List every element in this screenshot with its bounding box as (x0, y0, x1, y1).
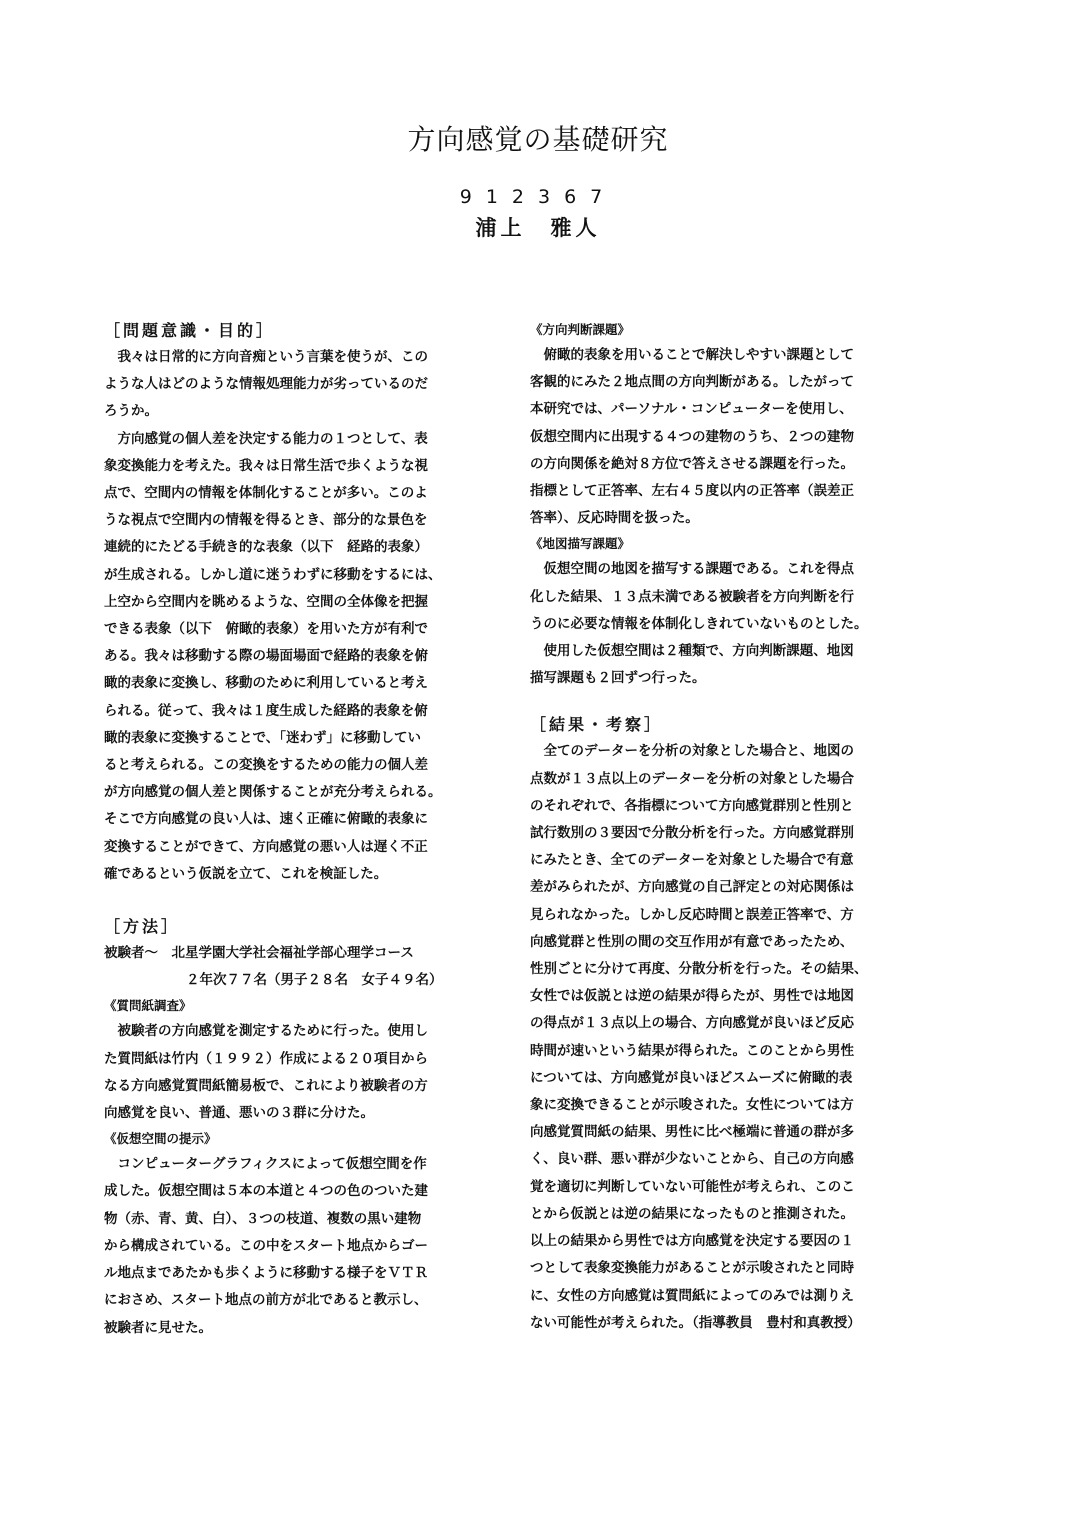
text-line: うのに必要な情報を体制化しきれていないものとした。 (530, 615, 868, 632)
text-line: とから仮説とは逆の結果になったものと推測された。 (530, 1205, 854, 1222)
direction-task-paragraph (530, 342, 930, 532)
text-line: ると考えられる。この変換をするための能力の個人差 (104, 757, 428, 774)
results-paragraph (530, 738, 930, 1336)
text-line: 被験者に見せた。 (104, 1319, 212, 1336)
text-line: 上空から空間内を眺めるような、空間の全体像を把握 (104, 593, 428, 610)
text-line: 連続的にたどる手続き的な表象（以下 経路的表象） (104, 539, 428, 556)
text-line: た質問紙は竹内（１９９２）作成による２０項目から (104, 1050, 428, 1067)
text-line: 描写課題も２回ずつ行った。 (530, 670, 706, 687)
text-line: から構成されている。この中をスタート地点からゴー (104, 1237, 428, 1254)
author-name: 浦上 雅人 (475, 216, 601, 240)
subsection-heading-virtual-space: 《仮想空間の提示》 (104, 1131, 217, 1147)
text-line: 性別ごとに分けて再度、分散分析を行った。その結果、 (530, 961, 868, 978)
text-line: 化した結果、１３点未満である被験者を方向判断を行 (530, 588, 854, 605)
text-line: 差がみられたが、方向感覚の自己評定との対応関係は (530, 879, 854, 896)
text-line: 成した。仮想空間は５本の本道と４つの色のついた建 (104, 1183, 428, 1200)
purpose-paragraph-1 (104, 344, 490, 426)
left-column (104, 318, 490, 1342)
text-line: く、良い群、悪い群が少ないことから、自己の方向感 (530, 1151, 854, 1168)
text-line: 仮想空間の地図を描写する課題である。これを得点 (530, 561, 854, 578)
subsection-heading-map-task: 《地図描写課題》 (530, 536, 631, 552)
text-line: 使用した仮想空間は２種類で、方向判断課題、地図 (530, 643, 854, 660)
section-heading-results: ［結果・考察］ (530, 715, 664, 735)
text-line: ような人はどのような情報処理能力が劣っているのだ (104, 376, 428, 393)
text-line: が方向感覚の個人差と関係することが充分考えられる。 (104, 784, 442, 801)
text-line: つとして表象変換能力があることが示唆されたと同時 (530, 1260, 854, 1277)
text-line: できる表象（以下 俯瞰的表象）を用いた方が有利で (104, 621, 428, 638)
text-line: 象に変換できることが示唆された。女性については方 (530, 1097, 854, 1114)
text-line: 点で、空間内の情報を体制化することが多い。このよ (104, 485, 428, 502)
text-line: におさめ、スタート地点の前方が北であると教示し、 (104, 1292, 428, 1309)
text-line: 本研究では、パーソナル・コンピューターを使用し、 (530, 401, 853, 418)
text-line: 試行数別の３要因で分散分析を行った。方向感覚群別 (530, 825, 854, 842)
subsection-heading-questionnaire: 《質問紙調査》 (104, 998, 192, 1014)
text-line: 仮想空間内に出現する４つの建物のうち、２つの建物 (530, 428, 854, 445)
text-line: 指標として正答率、左右４５度以内の正答率（誤差正 (530, 483, 854, 500)
text-line: にみたとき、全てのデーターを対象とした場合で有意 (530, 852, 854, 869)
text-line: 答率）、反応時間を扱った。 (530, 510, 699, 527)
text-line: 見られなかった。しかし反応時間と誤差正答率で、方 (530, 906, 854, 923)
text-line: 以上の結果から男性では方向感覚を決定する要因の１ (530, 1233, 854, 1250)
page-title: 方向感覚の基礎研究 (407, 123, 669, 156)
text-line: 向感覚を良い、普通、悪いの３群に分けた。 (104, 1105, 374, 1122)
right-column (530, 318, 930, 1337)
text-line: 点数が１３点以上のデーターを分析の対象とした場合 (530, 770, 854, 787)
text-line: 女性では仮説とは逆の結果が得らたが、男性では地図 (530, 988, 854, 1005)
text-line: の得点が１３点以上の場合、方向感覚が良いほど反応 (530, 1015, 854, 1032)
map-task-paragraph (530, 556, 930, 692)
text-line: ない可能性が考えられた。（指導教員 豊村和真教授） (530, 1314, 861, 1331)
text-line: が生成される。しかし道に迷うわずに移動をするには、 (104, 566, 442, 583)
subsection-heading-direction-task: 《方向判断課題》 (530, 322, 631, 337)
text-line: 向感覚質問紙の結果、男性に比べ極端に普通の群が多 (530, 1124, 854, 1141)
section-heading-purpose: ［問題意識・目的］ (104, 321, 276, 340)
text-line: そこで方向感覚の良い人は、速く正確に俯瞰的表象に (104, 811, 428, 828)
text-line: られる。従って、我々は１度生成した経路的表象を俯 (104, 702, 428, 719)
text-line: 確であるという仮説を立て、これを検証した。 (104, 865, 388, 882)
text-line: 俯瞰的表象を用いることで解決しやすい課題として (530, 347, 854, 363)
text-line: のそれぞれで、各指標について方向感覚群別と性別と (530, 797, 854, 814)
text-line: コンピューターグラフィクスによって仮想空間を作 (104, 1156, 427, 1173)
virtual-space-paragraph (104, 1151, 490, 1341)
text-line: の方向関係を絶対８方位で答えさせる課題を行った。 (530, 455, 854, 472)
text-line: 全てのデーターを分析の対象とした場合と、地図の (530, 743, 854, 760)
subjects-line-1: 被験者～ 北星学園大学社会福祉学部心理学コース (104, 945, 414, 962)
text-line: ル地点まであたかも歩くように移動する様子をＶＴＲ (104, 1265, 428, 1282)
text-line: 客観的にみた２地点間の方向判断がある。したがって (530, 374, 854, 391)
text-line: については、方向感覚が良いほどスムーズに俯瞰的表 (530, 1069, 853, 1086)
text-line: ある。我々は移動する際の場面場面で経路的表象を俯 (104, 648, 428, 665)
text-line: 被験者の方向感覚を測定するために行った。使用し (104, 1023, 428, 1040)
text-line: 時間が速いという結果が得られた。このことから男性 (530, 1042, 854, 1059)
text-line: 瞰的表象に変換することで、「迷わず」に移動してい (104, 729, 421, 746)
text-line: 物（赤、青、黄、白）、３つの枝道、複数の黒い建物 (104, 1210, 422, 1227)
text-line: 我々は日常的に方向音痴という言葉を使うが、この (104, 349, 428, 365)
author-id: 912367 (459, 186, 617, 208)
text-line: なる方向感覚質問紙簡易板で、これにより被験者の方 (104, 1077, 428, 1094)
subjects-line-2: ２年次７７名（男子２８名 女子４９名） (186, 972, 443, 989)
section-heading-method: ［方法］ (104, 917, 181, 937)
text-line: 象変換能力を考えた。我々は日常生活で歩くような視 (104, 457, 428, 474)
text-line: に、女性の方向感覚は質問紙によってのみでは測りえ (530, 1287, 854, 1304)
text-line: 方向感覚の個人差を決定する能力の１つとして、表 (104, 430, 428, 447)
text-line: 覚を適切に判断していない可能性が考えられ、このこ (530, 1178, 855, 1195)
text-line: 向感覚群と性別の間の交互作用が有意であったため、 (530, 933, 854, 950)
text-line: ろうか。 (104, 403, 158, 420)
text-line: 変換することができて、方向感覚の悪い人は遅く不正 (104, 838, 428, 855)
purpose-paragraph-2 (104, 426, 490, 888)
questionnaire-paragraph (104, 1018, 490, 1127)
text-line: 瞰的表象に変換し、移動のために利用していると考え (104, 675, 428, 692)
text-line: うな視点で空間内の情報を得るとき、部分的な景色を (104, 512, 428, 529)
